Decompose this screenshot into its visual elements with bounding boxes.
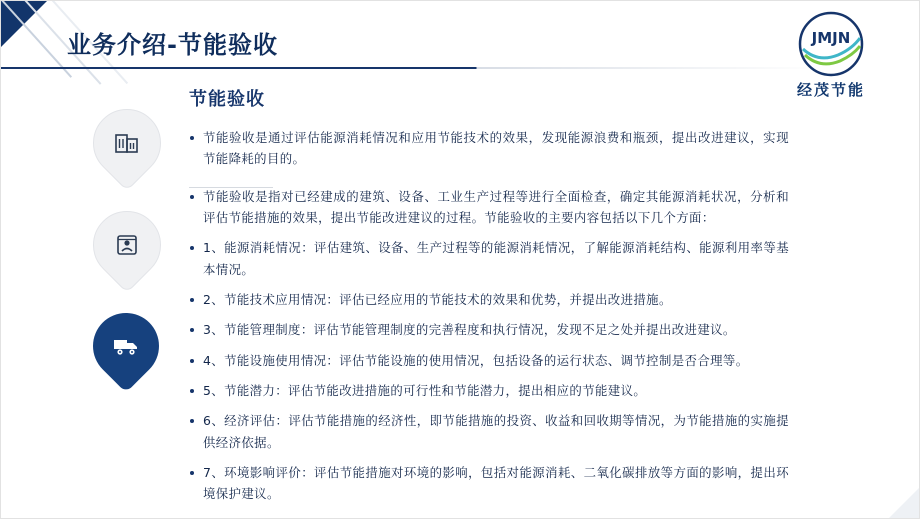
logo-company-name: 经茂节能 [796,81,865,99]
content-area [189,85,789,514]
paragraph-item-3: 3、节能管理制度：评估节能管理制度的完善程度和执行情况，发现不足之处并提出改进建议。 [189,319,789,340]
paragraph-intro: 节能验收是通过评估能源消耗情况和应用节能技术的效果，发现能源浪费和瓶颈，提出改进建议，实现节能降耗的目的。 [189,127,789,170]
corner-ribbon-bottom-right [889,488,919,518]
truck-icon [79,299,172,392]
paragraph-item-6: 6、经济评估：评估节能措施的经济性，即节能措施的投资、收益和回收期等情况，为节能措施的实施提供经济依据。 [189,410,789,453]
building-glyph [112,128,142,158]
title-bar [1,21,701,65]
section-heading: 节能验收 [189,89,265,110]
logo-mark-icon [798,11,864,77]
icon-column [93,109,169,413]
svg-text:JMJN: JMJN [811,29,851,47]
factory-worker-icon [79,197,175,293]
paragraph-item-2: 2、节能技术应用情况：评估已经应用的节能技术的效果和优势，并提出改进措施。 [189,289,789,310]
paragraph-item-1: 1、能源消耗情况：评估建筑、设备、生产过程等的能源消耗情况，了解能源消耗结构、能源利用率等基本情况。 [189,237,789,280]
paragraph-definition: 节能验收是指对已经建成的建筑、设备、工业生产过程等进行全面检查，确定其能源消耗状况，分析和评估节能措施的效果，提出节能改进建议的过程。节能验收的主要内容包括以下几个方面： [189,186,789,229]
paragraph-item-4: 4、节能设施使用情况：评估节能设施的使用情况，包括设备的运行状态、调节控制是否合理等。 [189,350,789,371]
page-title: 业务介绍-节能验收 [67,31,278,59]
title-underline [1,67,821,69]
company-logo [771,11,891,97]
factory-worker-glyph [112,230,142,260]
paragraph-item-7: 7、环境影响评价：评估节能措施对环境的影响，包括对能源消耗、二氧化碳排放等方面的影响，提出环境保护建议。 [189,462,789,505]
truck-glyph [110,330,142,362]
paragraph-item-5: 5、节能潜力：评估节能改进措施的可行性和节能潜力，提出相应的节能建议。 [189,380,789,401]
building-icon [79,95,175,191]
